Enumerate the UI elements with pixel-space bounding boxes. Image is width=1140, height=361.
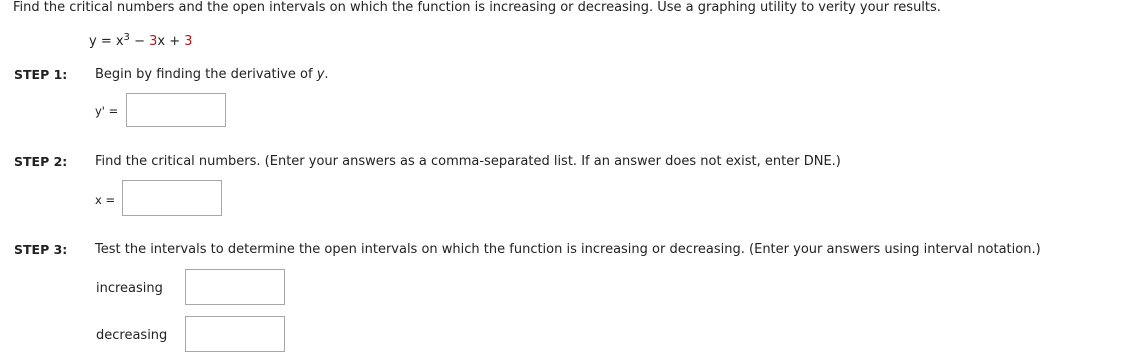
equation-exponent: 3 (123, 32, 130, 43)
step2-instruction: Find the critical numbers. (Enter your answers as a comma-separated list. If an answer does not exist, enter DNE.) (95, 154, 841, 169)
step1-text-suffix: . (324, 67, 329, 82)
function-equation (89, 34, 193, 50)
derivative-input-label: y' = (95, 104, 119, 118)
equation-variable: x (157, 34, 166, 49)
instructions-text: Find the critical numbers and the open intervals on which the function is increasing or decreasing. Use a graphing utility to verity your results. (13, 0, 941, 15)
increasing-label: increasing (96, 281, 163, 296)
equation-minus: − (134, 34, 145, 49)
increasing-interval-input[interactable] (185, 269, 285, 305)
step1-label: STEP 1: (14, 67, 68, 82)
step1-text-var: y (316, 67, 325, 82)
derivative-input[interactable] (126, 93, 226, 127)
decreasing-interval-input[interactable] (185, 316, 285, 352)
critical-numbers-input[interactable] (122, 180, 222, 216)
decreasing-label: decreasing (96, 328, 168, 343)
step3-label: STEP 3: (14, 242, 68, 257)
step1-text-prefix: Begin by finding the derivative of (95, 67, 317, 82)
equation-coefficient: 3 (149, 34, 158, 49)
step1-instruction (95, 67, 329, 83)
equation-lhs: y = x (89, 34, 124, 49)
equation-plus: + (169, 34, 181, 49)
critical-numbers-input-label: x = (95, 193, 116, 207)
step3-instruction: Test the intervals to determine the open intervals on which the function is increasing or decreasing. (Enter your answers using interval notation.) (95, 242, 1041, 257)
equation-constant: 3 (184, 34, 193, 49)
step2-label: STEP 2: (14, 154, 68, 169)
